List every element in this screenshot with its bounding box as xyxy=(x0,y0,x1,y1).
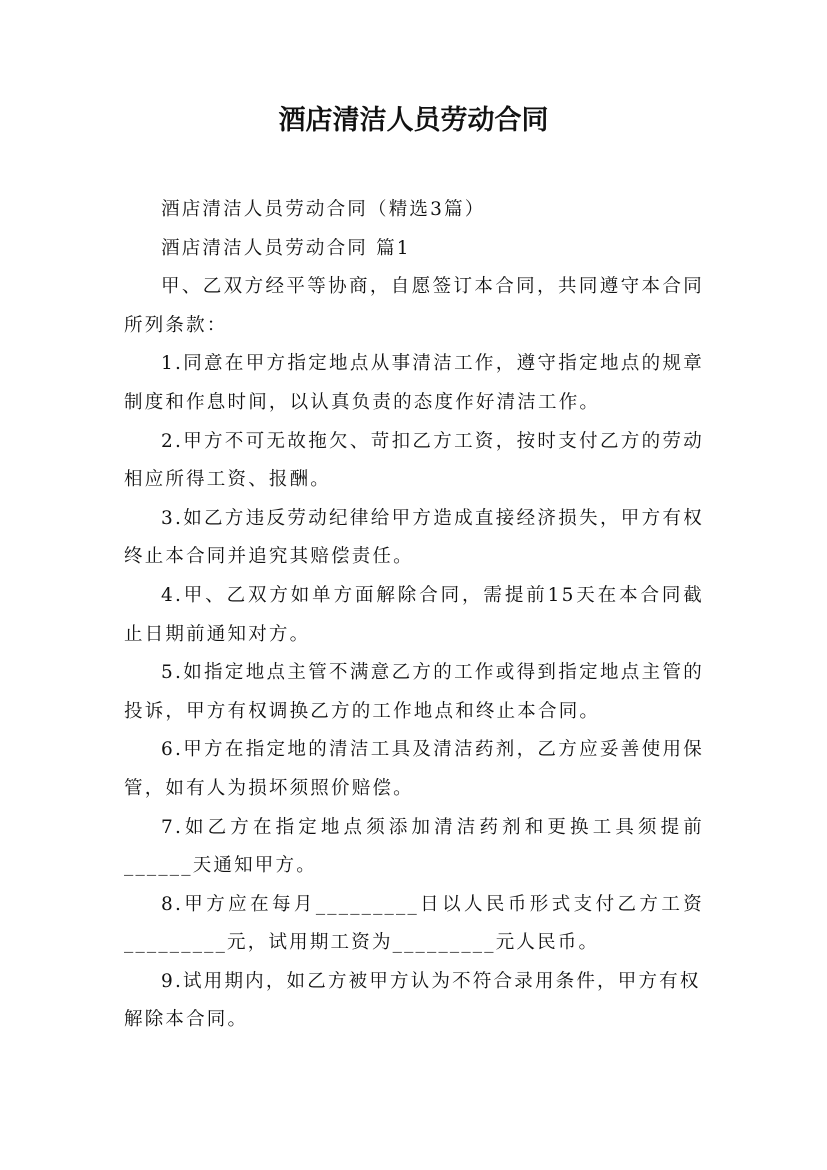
document-title: 酒店清洁人员劳动合同 xyxy=(278,105,549,136)
clause-6: 6.甲方在指定地的清洁工具及清洁药剂，乙方应妥善使用保管，如有人为损坏须照价赔偿。 xyxy=(124,739,704,799)
paragraph-section-heading: 酒店清洁人员劳动合同 篇1 xyxy=(161,237,411,259)
clause-5: 5.如指定地点主管不满意乙方的工作或得到指定地点主管的投诉，甲方有权调换乙方的工作地点和终止本合同。 xyxy=(124,662,704,722)
document-body xyxy=(124,191,704,1040)
clause-4: 4.甲、乙双方如单方面解除合同，需提前15天在本合同截止日期前通知对方。 xyxy=(124,584,704,645)
clause-8: 8.甲方应在每月_________日以人民币形式支付乙方工资_________元，试用期工资为_________元人民币。 xyxy=(124,893,704,954)
clause-3: 3.如乙方违反劳动纪律给甲方造成直接经济损失，甲方有权终止本合同并追究其赔偿责任。 xyxy=(124,507,704,568)
clause-9: 9.试用期内，如乙方被甲方认为不符合录用条件，甲方有权解除本合同。 xyxy=(124,970,701,1031)
clause-7: 7.如乙方在指定地点须添加清洁药剂和更换工具须提前______天通知甲方。 xyxy=(124,816,704,877)
paragraph-subtitle: 酒店清洁人员劳动合同（精选3篇） xyxy=(161,199,486,220)
paragraph-preamble: 甲、乙双方经平等协商，自愿签订本合同，共同遵守本合同所列条款： xyxy=(124,276,704,336)
clause-2: 2.甲方不可无故拖欠、苛扣乙方工资，按时支付乙方的劳动相应所得工资、报酬。 xyxy=(124,430,704,491)
clause-1: 1.同意在甲方指定地点从事清洁工作，遵守指定地点的规章制度和作息时间，以认真负责的态度作好清洁工作。 xyxy=(124,353,704,413)
